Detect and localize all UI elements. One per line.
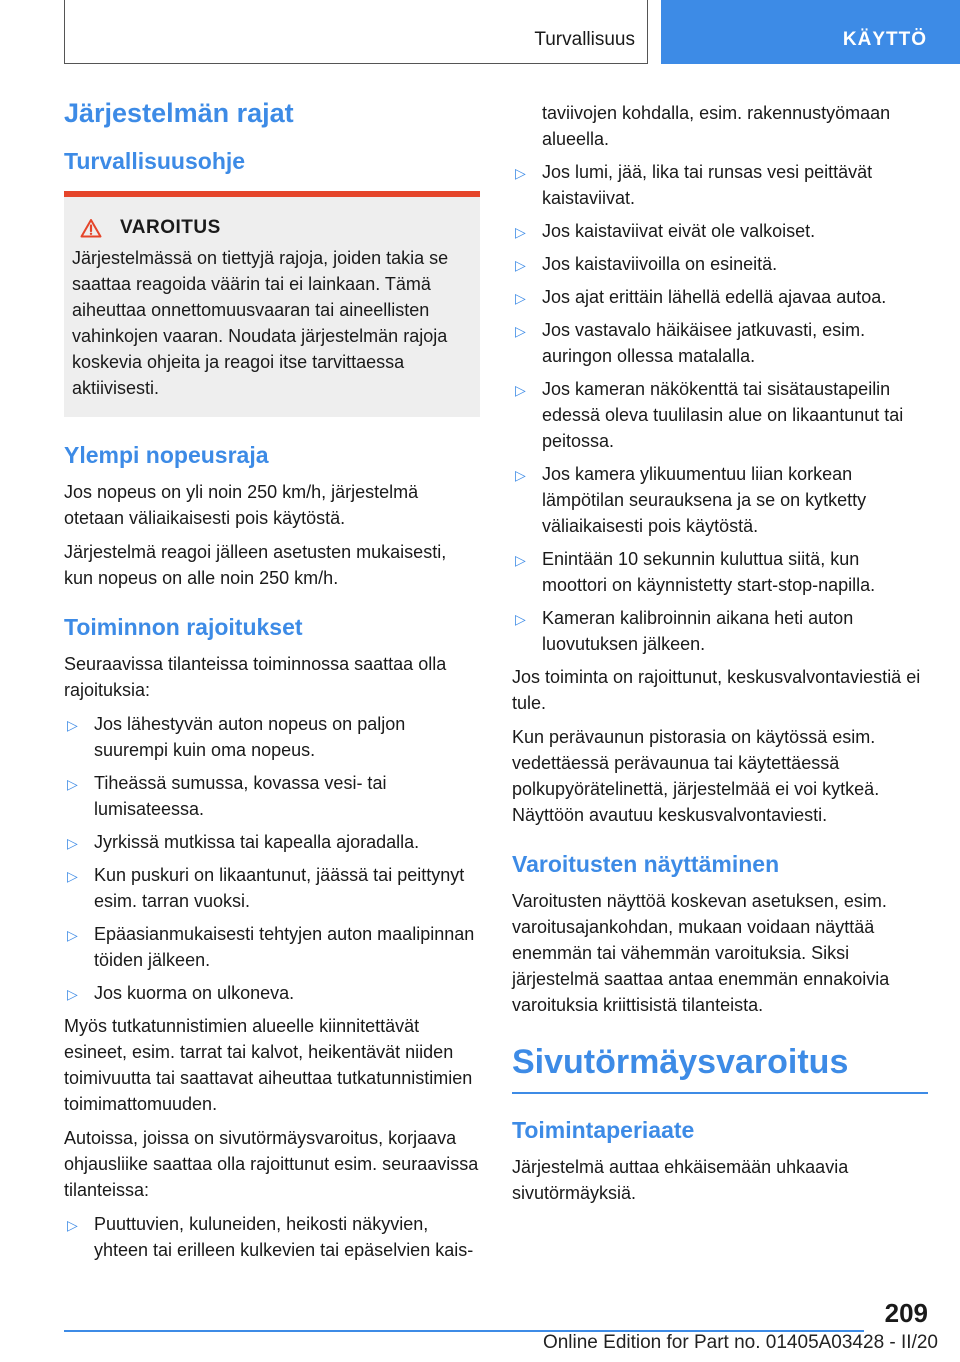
bullet-triangle-icon: ▷ — [67, 926, 78, 943]
bullet-triangle-icon: ▷ — [515, 290, 526, 306]
paragraph-trailer-socket: Kun perävaunun pistorasia on käytössä esim. vedettäessä perävaunua tai käytettäessä polkupyörätelinettä, järjestelmää ei voi kytkeä. Näyttöön avautuu keskusvalvontaviesti. — [512, 727, 880, 825]
warning-title: VAROITUS — [120, 216, 221, 238]
list-item-continued: taviivojen kohdalla, esim. rakennustyömaan alueella. — [542, 103, 891, 149]
lane-list-continued — [512, 100, 928, 657]
footer-edition: Online Edition for Part no. 01405A03428 - II/20 — [542, 1332, 938, 1353]
bullet-triangle-icon: ▷ — [67, 716, 78, 733]
bullet-triangle-icon: ▷ — [67, 1216, 78, 1233]
subsection-operating-principle: Toimintaperiaate — [512, 1117, 695, 1144]
paragraph-side-collision-cars: Autoissa, joissa on sivutörmäysvaroitus, korjaava ohjausliike saattaa olla rajoittunut esim. seuraavissa tilanteissa: — [64, 1127, 479, 1200]
list-item: ▷ Jos kuorma on ulkoneva. — [64, 980, 480, 1006]
paragraph-operating-principle: Järjestelmä auttaa ehkäisemään uhkaavia sivutörmäyksiä. — [512, 1156, 849, 1203]
lane-list — [64, 1211, 480, 1263]
paragraph-limited-function: Jos toiminta on rajoittunut, keskusvalvontaviestiä ei tule. — [512, 667, 921, 713]
subsection-function-limitations: Toiminnon rajoitukset — [64, 613, 303, 640]
subsection-safety-note: Turvallisuusohje — [64, 148, 246, 175]
paragraph-limits-intro: Seuraavissa tilanteissa toiminnossa saattaa olla rajoituksia: — [64, 653, 447, 700]
list-item: ▷ Puuttuvien, kuluneiden, heikosti näkyvien, yhteen tai erilleen kulkevien tai epäselvien kais- — [67, 1213, 474, 1260]
list-item: ▷ Jos vastavalo häikäisee jatkuvasti, esim. auringon ollessa matalalla. — [515, 320, 866, 366]
bullet-triangle-icon: ▷ — [515, 224, 526, 240]
bullet-triangle-icon: ▷ — [515, 552, 526, 568]
left-column — [64, 96, 480, 1270]
section-title-side-collision-warning: Sivutörmäysvaroitus — [512, 1040, 928, 1094]
paragraph-warning-display: Varoitusten näyttöä koskevan asetuksen, esim. varoitusajankohdan, mukaan voidaan näyttää enemmän tai vähemmän varoituksia. Siksi järjestelmä saattaa antaa enemmän ennakoivia varoituksia kriittisistä tilanteista. — [512, 890, 890, 1015]
warning-triangle-icon — [80, 218, 102, 238]
bullet-triangle-icon: ▷ — [67, 775, 78, 792]
bullet-triangle-icon: ▷ — [515, 257, 526, 273]
warning-header — [72, 217, 472, 239]
bullet-triangle-icon: ▷ — [515, 382, 526, 398]
bullet-triangle-icon: ▷ — [515, 165, 526, 181]
bullet-triangle-icon: ▷ — [515, 467, 526, 483]
list-item: ▷ Jos ajat erittäin lähellä edellä ajavaa autoa. — [512, 284, 928, 310]
paragraph-speed-1: Jos nopeus on yli noin 250 km/h, järjestelmä otetaan väliaikaisesti pois käytöstä. — [64, 481, 419, 528]
warning-box — [64, 191, 480, 417]
list-item: ▷ Jyrkissä mutkissa tai kapealla ajoradalla. — [64, 829, 480, 855]
list-item: ▷ Kun puskuri on likaantunut, jäässä tai peittynyt esim. tarran vuoksi. — [67, 864, 465, 911]
bullet-triangle-icon: ▷ — [515, 611, 526, 627]
header-section-box — [64, 0, 648, 64]
bullet-triangle-icon: ▷ — [67, 867, 78, 884]
limitations-list — [64, 711, 480, 1006]
list-item: ▷ Jos lähestyvän auton nopeus on paljon suurempi kuin oma nopeus. — [67, 713, 406, 760]
right-column — [512, 100, 928, 1214]
section-title-system-limits: Järjestelmän rajat — [64, 98, 294, 128]
list-item: ▷ Kameran kalibroinnin aikana heti auton luovutuksen jälkeen. — [515, 608, 854, 654]
header-chapter-label: KÄYTTÖ — [842, 29, 927, 50]
list-item: ▷ Jos kaistaviivat eivät ole valkoiset. — [512, 218, 928, 244]
bullet-triangle-icon: ▷ — [67, 834, 78, 851]
paragraph-speed-2: Järjestelmä reagoi jälleen asetusten mukaisesti, kun nopeus on alle noin 250 km/h. — [64, 541, 447, 588]
list-item: ▷ Enintään 10 sekunnin kuluttua siitä, kun moottori on käynnistetty start-stop-napilla. — [515, 549, 876, 595]
list-item: ▷ Jos kameran näkökenttä tai sisätaustapeilin edessä oleva tuulilasin alue on likaantunut tai peitossa. — [515, 379, 904, 451]
list-item: ▷ Jos lumi, jää, lika tai runsas vesi peittävät kaistaviivat. — [515, 162, 873, 208]
list-item: ▷ Epäasianmukaisesti tehtyjen auton maalipinnan töiden jälkeen. — [67, 923, 475, 970]
bullet-triangle-icon: ▷ — [67, 985, 78, 1002]
header-section-title: Turvallisuus — [534, 29, 635, 50]
subsection-warning-display: Varoitusten näyttäminen — [512, 851, 780, 877]
list-item: ▷ Jos kaistaviivoilla on esineitä. — [512, 251, 928, 277]
list-item: ▷ Tiheässä sumussa, kovassa vesi- tai lumisateessa. — [67, 772, 387, 819]
page-number: 209 — [884, 1298, 928, 1328]
header-chapter-tab — [661, 0, 960, 64]
paragraph-radar-sensors: Myös tutkatunnistimien alueelle kiinnitettävät esineet, esim. tarrat tai kalvot, heikentävät niiden toimivuutta tai saattavat aiheuttaa tutkatunnistimien toimimattomuuden. — [64, 1015, 473, 1114]
list-item: ▷ Jos kamera ylikuumentuu liian korkean lämpötilan seurauksena ja se on kytketty väliaikaisesti pois käytöstä. — [515, 464, 867, 536]
subsection-upper-speed-limit: Ylempi nopeusraja — [64, 441, 269, 468]
warning-text: Järjestelmässä on tiettyjä rajoja, joiden takia se saattaa reagoida väärin tai ei lainkaan. Tämä aiheuttaa onnettomuusvaaran tai aineellisten vahinkojen vaaran. Noudata järjestelmän rajoja koskevia ohjeita ja reagoi itse tarvittaessa aktiivisesti. — [72, 247, 449, 398]
bullet-triangle-icon: ▷ — [515, 323, 526, 339]
